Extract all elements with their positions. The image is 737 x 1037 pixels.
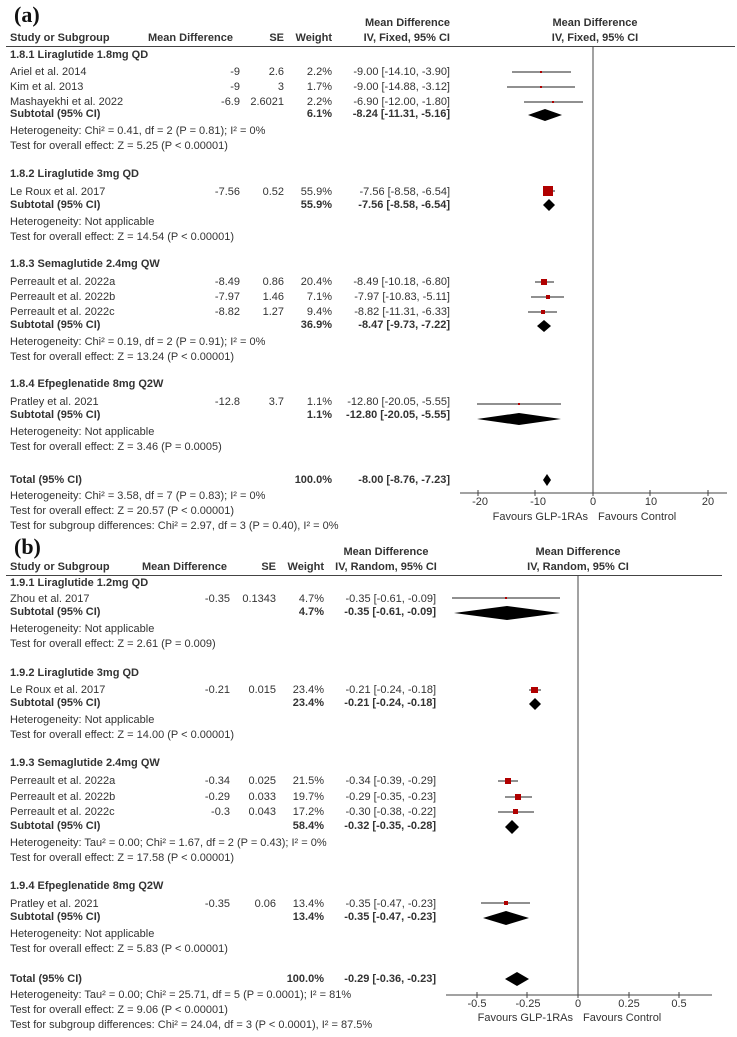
study-ci: -0.21 [-0.24, -0.18] [345, 684, 436, 696]
axis-tick-label: -20 [472, 496, 488, 508]
axis-tick-label: -10 [530, 496, 546, 508]
axis-tick-label: 10 [644, 496, 658, 508]
study-ci-line [498, 778, 518, 784]
study-se: 0.015 [248, 684, 276, 696]
study-ci-line [481, 901, 530, 905]
study-ci: -7.97 [-10.83, -5.11] [354, 291, 450, 303]
subtotal-diamond [454, 606, 560, 620]
header-mean-difference: Mean Difference [142, 561, 227, 573]
header-study: Study or Subgroup [10, 32, 110, 44]
study-se: 2.6021 [250, 96, 284, 108]
panel-label: (b) [14, 534, 41, 559]
heterogeneity-text: Heterogeneity: Not applicable [10, 426, 155, 438]
study-ci: -0.35 [-0.47, -0.23] [345, 898, 436, 910]
total-diamond [543, 474, 551, 486]
heterogeneity-text: Heterogeneity: Not applicable [10, 928, 155, 940]
study-weight: 21.5% [292, 775, 324, 787]
study-name: Ariel et al. 2014 [10, 66, 87, 78]
study-md: -8.49 [214, 276, 240, 288]
subtotal-label: Subtotal (95% CI) [10, 911, 101, 923]
group-title: 1.9.3 Semaglutide 2.4mg QW [10, 757, 160, 769]
overall-effect-text: Test for overall effect: Z = 17.58 (P < 0.00001) [10, 852, 235, 864]
header-ci-bottom: IV, Random, 95% CI [335, 561, 437, 573]
study-ci: -8.49 [-10.18, -6.80] [353, 276, 450, 288]
study-ci-line [524, 101, 583, 103]
total-ci: -0.29 [-0.36, -0.23] [344, 973, 436, 985]
subtotal-label: Subtotal (95% CI) [10, 199, 101, 211]
overall-effect-text: Test for overall effect: Z = 2.61 (P = 0.009) [10, 638, 216, 650]
header-weight: Weight [287, 561, 324, 573]
overall-effect-text: Test for overall effect: Z = 14.00 (P < 0.00001) [10, 729, 235, 741]
study-se: 0.043 [248, 806, 276, 818]
study-ci-line [477, 403, 561, 405]
study-weight: 23.4% [292, 684, 324, 696]
header-plot-bottom: IV, Fixed, 95% CI [551, 32, 639, 44]
heterogeneity-text: Heterogeneity: Not applicable [10, 216, 155, 228]
subtotal-diamond [543, 199, 555, 211]
study-se: 0.033 [248, 791, 276, 803]
study-weight: 13.4% [292, 898, 324, 910]
subtotal-weight: 13.4% [292, 911, 324, 923]
subtotal-diamond [537, 320, 551, 332]
study-md: -9 [230, 66, 240, 78]
favours-left-label: Favours GLP-1RAs [477, 1012, 573, 1024]
study-md: -0.21 [204, 684, 230, 696]
subgroup-differences-text: Test for subgroup differences: Chi² = 2.97, df = 3 (P = 0.40), I² = 0% [10, 520, 339, 532]
favours-left-label: Favours GLP-1RAs [492, 511, 588, 523]
study-name: Pratley et al. 2021 [10, 396, 99, 408]
panel-label: (a) [14, 2, 40, 27]
heterogeneity-text: Heterogeneity: Chi² = 0.19, df = 2 (P = 0.91); I² = 0% [10, 336, 266, 348]
study-md: -0.29 [204, 791, 230, 803]
study-name: Le Roux et al. 2017 [10, 684, 106, 696]
study-ci: -6.90 [-12.00, -1.80] [353, 96, 450, 108]
header-se: SE [269, 32, 284, 44]
study-weight: 7.1% [306, 291, 332, 303]
heterogeneity-text: Heterogeneity: Chi² = 0.41, df = 2 (P = 0.81); I² = 0% [10, 125, 266, 137]
study-weight: 2.2% [306, 66, 332, 78]
subtotal-ci: -8.24 [-11.31, -5.16] [352, 108, 450, 120]
subtotal-weight: 23.4% [292, 697, 324, 709]
study-ci: -0.29 [-0.35, -0.23] [345, 791, 436, 803]
study-ci-line [529, 687, 541, 693]
subtotal-ci: -0.21 [-0.24, -0.18] [344, 697, 436, 709]
study-ci-line [528, 310, 557, 314]
total-overall-effect-text: Test for overall effect: Z = 9.06 (P < 0.00001) [10, 1004, 228, 1016]
study-weight: 19.7% [292, 791, 324, 803]
study-se: 2.6 [268, 66, 284, 78]
subtotal-diamond [483, 911, 529, 925]
subtotal-ci: -8.47 [-9.73, -7.22] [358, 319, 450, 331]
study-se: 0.025 [248, 775, 276, 787]
subtotal-ci: -0.35 [-0.47, -0.23] [344, 911, 436, 923]
axis-tick-label: 0 [574, 998, 582, 1010]
axis-tick-label: 20 [701, 496, 715, 508]
subtotal-weight: 58.4% [292, 820, 324, 832]
header-rule [6, 575, 722, 576]
favours-right-label: Favours Control [583, 1012, 662, 1024]
total-diamond [505, 972, 529, 986]
subtotal-ci: -7.56 [-8.58, -6.54] [358, 199, 450, 211]
forest-plot-a [460, 46, 727, 496]
study-weight: 55.9% [300, 186, 332, 198]
total-label: Total (95% CI) [10, 973, 82, 985]
overall-effect-text: Test for overall effect: Z = 3.46 (P = 0.0005) [10, 441, 222, 453]
study-se: 1.46 [262, 291, 284, 303]
study-name: Pratley et al. 2021 [10, 898, 99, 910]
study-name: Perreault et al. 2022a [10, 775, 116, 787]
study-marker-square [543, 186, 553, 196]
header-plot-top: Mean Difference [535, 546, 621, 558]
header-plot-bottom: IV, Random, 95% CI [527, 561, 629, 573]
study-weight: 9.4% [306, 306, 332, 318]
header-ci-top: Mean Difference [365, 17, 450, 29]
subtotal-label: Subtotal (95% CI) [10, 697, 101, 709]
axis-tick-label: -0.5 [467, 998, 487, 1010]
study-ci-line [498, 809, 534, 814]
axis-tick-label: 0 [589, 496, 597, 508]
study-md: -6.9 [221, 96, 240, 108]
heterogeneity-text: Heterogeneity: Not applicable [10, 714, 155, 726]
header-weight: Weight [295, 32, 332, 44]
overall-effect-text: Test for overall effect: Z = 5.25 (P < 0.00001) [10, 140, 228, 152]
overall-effect-text: Test for overall effect: Z = 14.54 (P < 0.00001) [10, 231, 235, 243]
subtotal-weight: 36.9% [300, 319, 332, 331]
study-weight: 1.7% [306, 81, 332, 93]
study-name: Zhou et al. 2017 [10, 593, 90, 605]
header-se: SE [261, 561, 276, 573]
group-title: 1.9.4 Efpeglenatide 8mg Q2W [10, 880, 164, 892]
study-md: -7.56 [214, 186, 240, 198]
study-se: 3.7 [268, 396, 284, 408]
favours-right-label: Favours Control [598, 511, 677, 523]
study-name: Mashayekhi et al. 2022 [10, 96, 124, 108]
study-se: 3 [277, 81, 284, 93]
study-md: -0.35 [204, 593, 230, 605]
study-weight: 4.7% [298, 593, 324, 605]
study-ci: -7.56 [-8.58, -6.54] [359, 186, 450, 198]
study-name: Perreault et al. 2022c [10, 306, 115, 318]
group-title: 1.8.2 Liraglutide 3mg QD [10, 168, 139, 180]
group-title: 1.9.1 Liraglutide 1.2mg QD [10, 577, 149, 589]
total-heterogeneity-text: Heterogeneity: Chi² = 3.58, df = 7 (P = 0.83); I² = 0% [10, 490, 266, 502]
study-ci: -0.34 [-0.39, -0.29] [345, 775, 436, 787]
study-ci: -12.80 [-20.05, -5.55] [347, 396, 450, 408]
study-ci: -0.35 [-0.61, -0.09] [345, 593, 436, 605]
study-md: -8.82 [214, 306, 240, 318]
study-ci-line [452, 597, 560, 599]
header-study: Study or Subgroup [10, 561, 110, 573]
subtotal-diamond [529, 698, 541, 710]
subtotal-weight: 6.1% [306, 108, 332, 120]
study-name: Perreault et al. 2022b [10, 791, 116, 803]
study-md: -7.97 [214, 291, 240, 303]
subtotal-ci: -0.32 [-0.35, -0.28] [344, 820, 436, 832]
axis-tick-label: 0.5 [671, 998, 687, 1010]
study-weight: 2.2% [306, 96, 332, 108]
group-title: 1.8.4 Efpeglenatide 8mg Q2W [10, 378, 164, 390]
study-ci-line [507, 86, 575, 88]
heterogeneity-text: Heterogeneity: Tau² = 0.00; Chi² = 1.67, df = 2 (P = 0.43); I² = 0% [10, 837, 327, 849]
study-md: -0.3 [211, 806, 230, 818]
study-weight: 20.4% [300, 276, 332, 288]
group-title: 1.8.1 Liraglutide 1.8mg QD [10, 49, 149, 61]
study-se: 1.27 [262, 306, 284, 318]
study-md: -0.34 [204, 775, 230, 787]
overall-effect-text: Test for overall effect: Z = 13.24 (P < 0.00001) [10, 351, 235, 363]
study-name: Kim et al. 2013 [10, 81, 84, 93]
study-name: Le Roux et al. 2017 [10, 186, 106, 198]
total-weight: 100.0% [294, 474, 332, 486]
subtotal-diamond [477, 413, 561, 425]
subtotal-label: Subtotal (95% CI) [10, 409, 101, 421]
study-ci-line [512, 71, 571, 73]
header-mean-difference: Mean Difference [148, 32, 233, 44]
total-label: Total (95% CI) [10, 474, 82, 486]
heterogeneity-text: Heterogeneity: Not applicable [10, 623, 155, 635]
study-ci-line [543, 186, 555, 196]
subtotal-weight: 1.1% [306, 409, 332, 421]
subgroup-differences-text: Test for subgroup differences: Chi² = 24.04, df = 3 (P < 0.0001), I² = 87.5% [10, 1019, 373, 1031]
study-ci: -9.00 [-14.10, -3.90] [353, 66, 450, 78]
study-md: -12.8 [214, 396, 240, 408]
study-ci-line [505, 794, 532, 800]
header-ci-top: Mean Difference [343, 546, 429, 558]
study-ci: -9.00 [-14.88, -3.12] [353, 81, 450, 93]
study-name: Perreault et al. 2022c [10, 806, 115, 818]
total-overall-effect-text: Test for overall effect: Z = 20.57 (P < 0.00001) [10, 505, 235, 517]
total-ci: -8.00 [-8.76, -7.23] [358, 474, 450, 486]
study-se: 0.06 [254, 898, 276, 910]
subtotal-label: Subtotal (95% CI) [10, 108, 101, 120]
total-heterogeneity-text: Heterogeneity: Tau² = 0.00; Chi² = 25.71, df = 5 (P = 0.0001); I² = 81% [10, 989, 352, 1001]
subtotal-label: Subtotal (95% CI) [10, 606, 101, 618]
subtotal-ci: -0.35 [-0.61, -0.09] [344, 606, 436, 618]
axis-tick-label: 0.25 [618, 998, 640, 1010]
subtotal-weight: 55.9% [300, 199, 332, 211]
study-ci-line [535, 279, 554, 285]
study-se: 0.86 [262, 276, 284, 288]
study-weight: 17.2% [292, 806, 324, 818]
study-se: 0.52 [262, 186, 284, 198]
overall-effect-text: Test for overall effect: Z = 5.83 (P < 0.00001) [10, 943, 228, 955]
study-md: -9 [230, 81, 240, 93]
study-ci: -0.30 [-0.38, -0.22] [345, 806, 436, 818]
forest-plot-b [446, 575, 712, 998]
study-md: -0.35 [204, 898, 230, 910]
study-ci-line [531, 295, 564, 299]
group-title: 1.8.3 Semaglutide 2.4mg QW [10, 258, 160, 270]
subtotal-weight: 4.7% [298, 606, 324, 618]
subtotal-ci: -12.80 [-20.05, -5.55] [346, 409, 450, 421]
study-name: Perreault et al. 2022b [10, 291, 116, 303]
study-name: Perreault et al. 2022a [10, 276, 116, 288]
study-ci: -8.82 [-11.31, -6.33] [354, 306, 450, 318]
header-plot-top: Mean Difference [552, 17, 638, 29]
study-se: 0.1343 [242, 593, 276, 605]
study-weight: 1.1% [306, 396, 332, 408]
header-ci-bottom: IV, Fixed, 95% CI [363, 32, 450, 44]
group-title: 1.9.2 Liraglutide 3mg QD [10, 667, 139, 679]
axis-tick-label: -0.25 [515, 998, 541, 1010]
subtotal-diamond [528, 109, 562, 121]
subtotal-diamond [505, 820, 519, 834]
subtotal-label: Subtotal (95% CI) [10, 319, 101, 331]
total-weight: 100.0% [286, 973, 324, 985]
subtotal-label: Subtotal (95% CI) [10, 820, 101, 832]
